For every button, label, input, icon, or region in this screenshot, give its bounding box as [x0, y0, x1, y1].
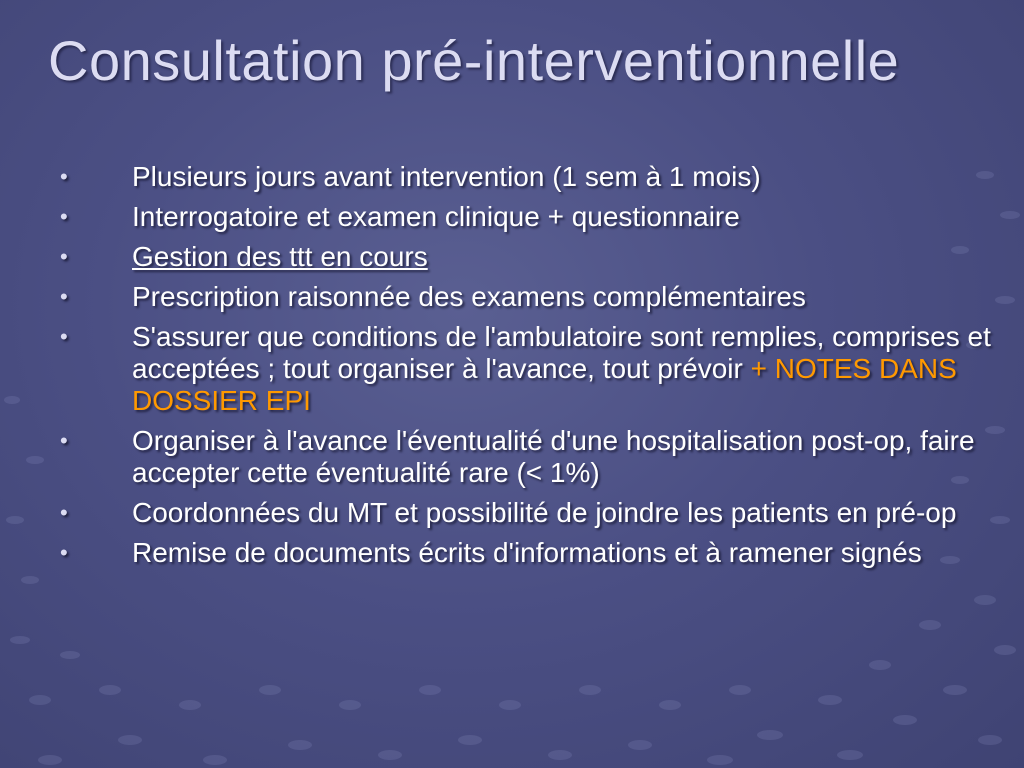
bullet-icon: •	[60, 204, 68, 229]
list-item	[60, 241, 1000, 273]
bullet-text: Remise de documents écrits d'informations et à ramener signés	[132, 537, 922, 568]
bullet-icon: •	[60, 324, 68, 349]
list-item	[60, 321, 1000, 417]
bullet-list	[60, 161, 1000, 577]
bullet-icon: •	[60, 244, 68, 269]
list-item	[60, 537, 1000, 569]
list-item	[60, 201, 1000, 233]
bullet-icon: •	[60, 540, 68, 565]
bullet-icon: •	[60, 428, 68, 453]
bullet-icon: •	[60, 164, 68, 189]
bullet-text: Interrogatoire et examen clinique + questionnaire	[132, 201, 740, 232]
highlight-note: + NOTES DANS DOSSIER EPI	[132, 353, 957, 416]
bullet-text: Organiser à l'avance l'éventualité d'une hospitalisation post-op, faire accepter cette éventualité rare (< 1%)	[132, 425, 975, 488]
list-item	[60, 497, 1000, 529]
bullet-icon: •	[60, 500, 68, 525]
bullet-text: S'assurer que conditions de l'ambulatoire sont remplies, comprises et acceptées ; tout organiser à l'avance, tout prévoir	[132, 321, 991, 384]
bullet-text: Coordonnées du MT et possibilité de joindre les patients en pré-op	[132, 497, 957, 528]
bullet-text-link[interactable]: Gestion des ttt en cours	[132, 241, 428, 272]
bullet-text: Plusieurs jours avant intervention (1 sem à 1 mois)	[132, 161, 761, 192]
list-item	[60, 281, 1000, 313]
page-title: Consultation pré-interventionnelle	[48, 29, 900, 92]
list-item	[60, 425, 1000, 489]
list-item	[60, 161, 1000, 193]
bullet-icon: •	[60, 284, 68, 309]
bullet-text: Prescription raisonnée des examens complémentaires	[132, 281, 806, 312]
